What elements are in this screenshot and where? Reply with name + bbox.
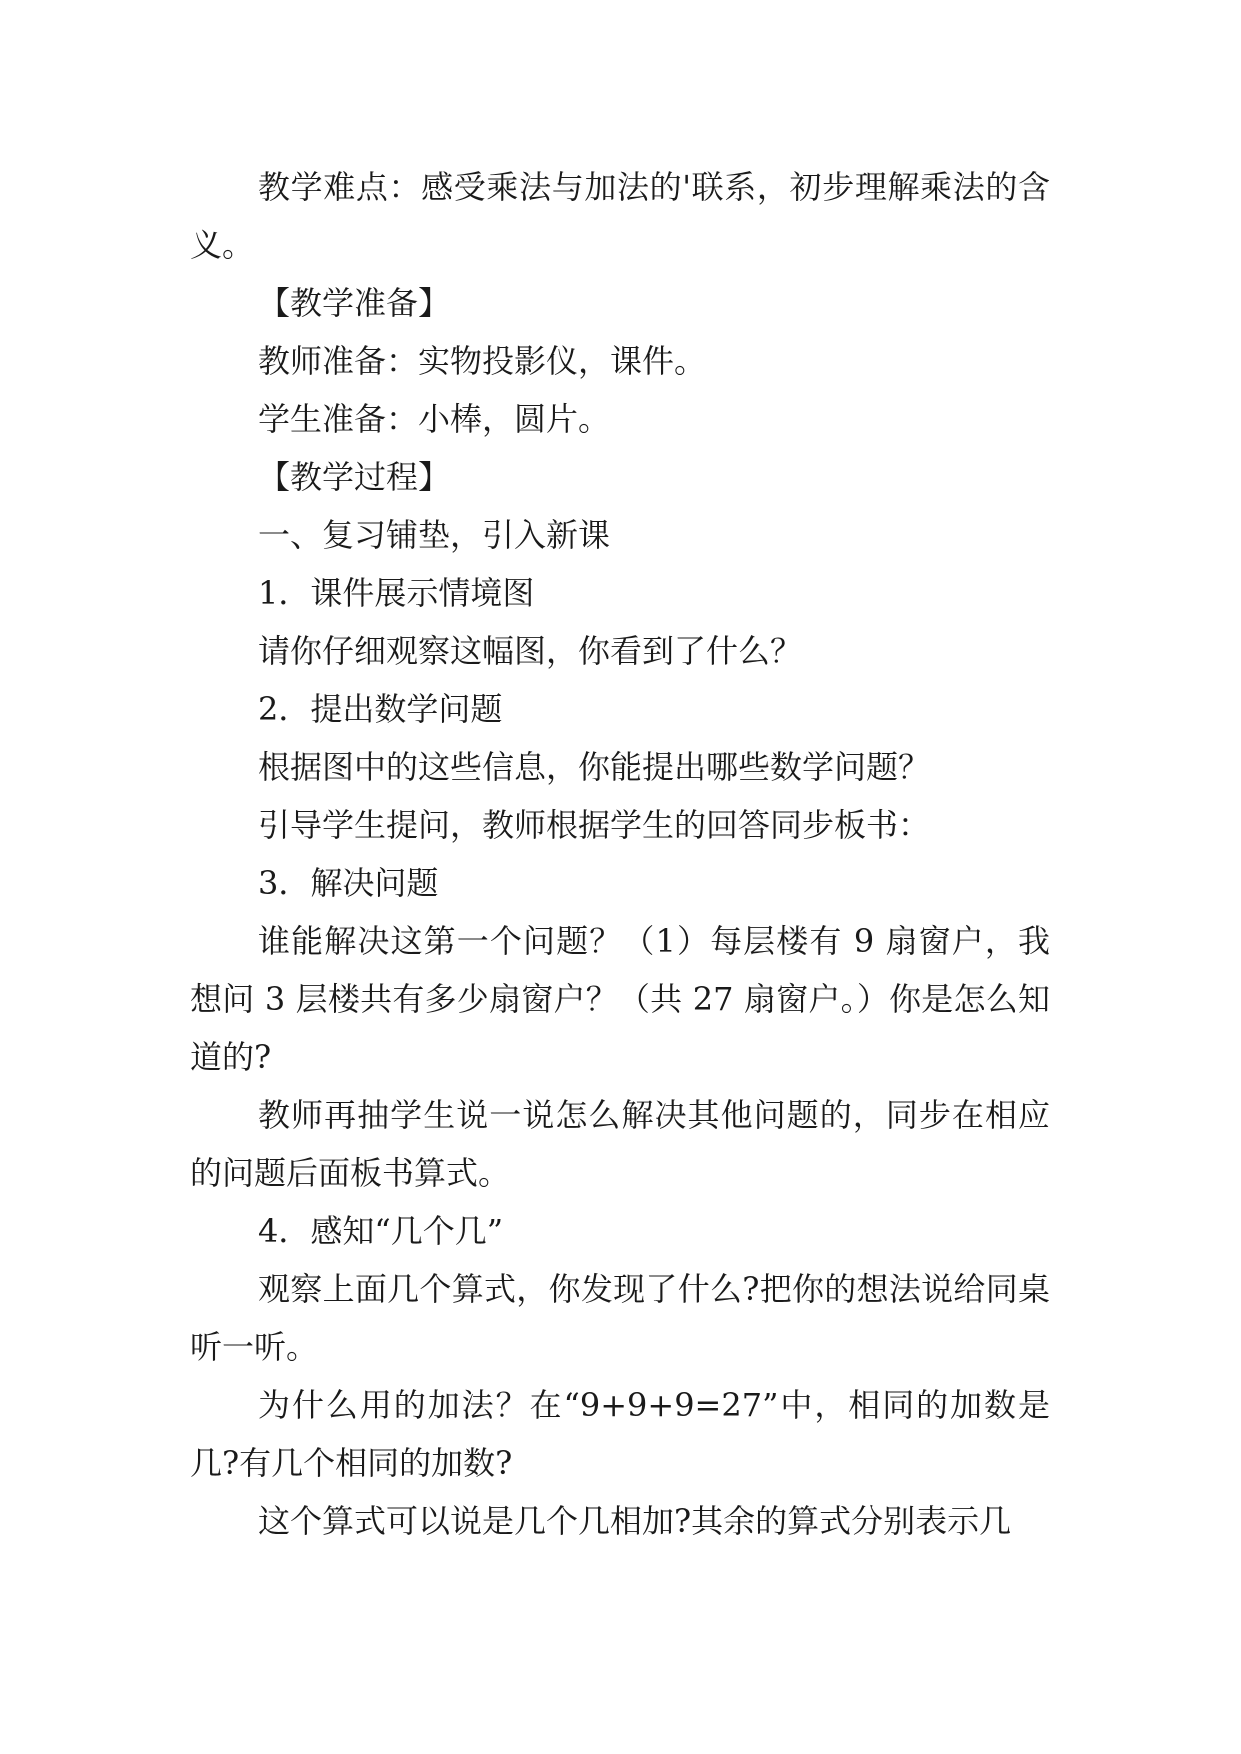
step-1-heading: 1．课件展示情境图 xyxy=(258,574,535,612)
paragraph-first-question: 谁能解决这第一个问题？（1）每层楼有 9 扇窗户，我想问 3 层楼共有多少扇窗户？（共 27 扇窗户。）你是怎么知道的? xyxy=(190,922,1050,1076)
paragraph-observe-picture: 请你仔细观察这幅图，你看到了什么？ xyxy=(258,632,803,670)
paragraph-guide-students: 引导学生提问，教师根据学生的回答同步板书： xyxy=(258,806,931,844)
paragraph-why-addition: 为什么用的加法？在“9+9+9=27”中，相同的加数是几?有几个相同的加数? xyxy=(190,1386,1050,1482)
paragraph-observe-equations: 观察上面几个算式，你发现了什么?把你的想法说给同桌听一听。 xyxy=(190,1270,1050,1366)
step-3-heading: 3．解决问题 xyxy=(258,864,439,902)
paragraph-student-preparation: 学生准备：小棒，圆片。 xyxy=(258,400,611,438)
document-body xyxy=(190,158,1050,1550)
heading-teaching-process: 【教学过程】 xyxy=(258,458,451,496)
paragraph-pose-questions: 根据图中的这些信息，你能提出哪些数学问题？ xyxy=(258,748,931,786)
step-2-heading: 2．提出数学问题 xyxy=(258,690,503,728)
section-heading-review: 一、复习铺垫，引入新课 xyxy=(258,516,611,554)
paragraph-several-addends: 这个算式可以说是几个几相加?其余的算式分别表示几 xyxy=(258,1502,1012,1540)
paragraph-other-questions: 教师再抽学生说一说怎么解决其他问题的，同步在相应的问题后面板书算式。 xyxy=(190,1096,1050,1192)
step-4-heading: 4．感知“几个几” xyxy=(258,1212,504,1250)
paragraph-teaching-difficulty: 教学难点：感受乘法与加法的'联系，初步理解乘法的含义。 xyxy=(190,168,1050,264)
heading-teaching-preparation: 【教学准备】 xyxy=(258,284,451,322)
paragraph-teacher-preparation: 教师准备：实物投影仪，课件。 xyxy=(258,342,707,380)
